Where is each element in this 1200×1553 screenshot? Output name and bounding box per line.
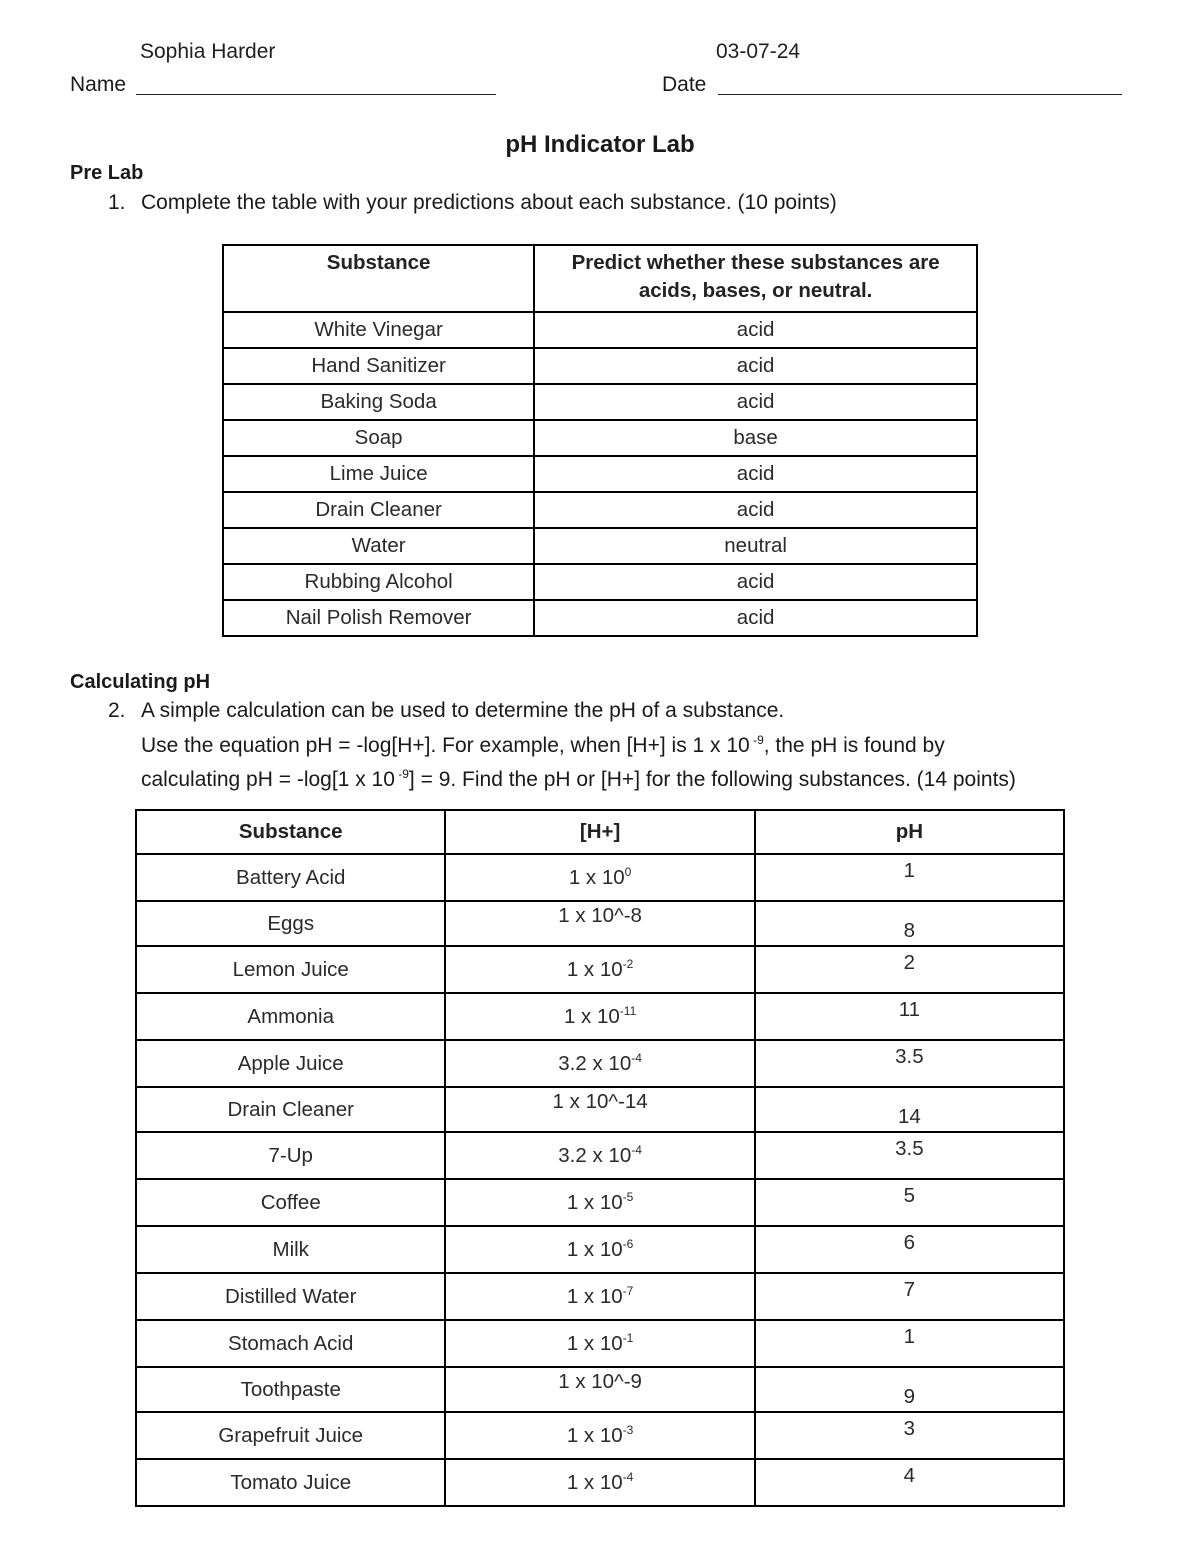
substance-cell: Coffee bbox=[136, 1179, 445, 1226]
h-concentration-cell[interactable]: 1 x $10^{-6}$ bbox=[445, 1226, 754, 1273]
table-row bbox=[136, 1087, 1064, 1132]
h-concentration-cell[interactable]: 1 x $10^{-2}$ bbox=[445, 946, 754, 993]
prediction-cell[interactable]: acid bbox=[534, 600, 977, 636]
table-row bbox=[136, 854, 1064, 901]
substance-cell: Hand Sanitizer bbox=[223, 348, 534, 384]
name-underline[interactable] bbox=[136, 94, 496, 95]
h-concentration-cell[interactable]: 1 x $10^{-1}$ bbox=[445, 1320, 754, 1367]
table-row bbox=[136, 1132, 1064, 1179]
table-row bbox=[136, 1320, 1064, 1367]
prediction-cell[interactable]: base bbox=[534, 420, 977, 456]
h-concentration-cell[interactable]: 1 x $10^{-3}$ bbox=[445, 1412, 754, 1459]
prediction-cell[interactable]: acid bbox=[534, 492, 977, 528]
substance-cell: Distilled Water bbox=[136, 1273, 445, 1320]
h-concentration-cell[interactable]: 1 x $10^{-5}$ bbox=[445, 1179, 754, 1226]
question-2-line-1: A simple calculation can be used to determine the pH of a substance. bbox=[141, 699, 785, 722]
exponent: -4 bbox=[622, 1470, 634, 1485]
prediction-cell[interactable]: acid bbox=[534, 312, 977, 348]
page-title: pH Indicator Lab bbox=[505, 131, 695, 158]
h-concentration-cell[interactable]: 1 x 10^-9 bbox=[445, 1367, 754, 1412]
table-row bbox=[223, 600, 977, 636]
ph-cell[interactable]: 9 bbox=[755, 1367, 1064, 1412]
table-row bbox=[223, 456, 977, 492]
exponent: -4 bbox=[631, 1143, 642, 1158]
h-concentration-cell[interactable]: 1 x $10^{-7}$ bbox=[445, 1273, 754, 1320]
prediction-header-line-2: acids, bases, or neutral. bbox=[638, 279, 873, 302]
question-1-number: 1. bbox=[108, 191, 126, 214]
date-underline[interactable] bbox=[718, 94, 1122, 95]
prediction-cell[interactable]: acid bbox=[534, 456, 977, 492]
substance-cell: Stomach Acid bbox=[136, 1320, 445, 1367]
date-value: 03-07-24 bbox=[716, 40, 801, 63]
substance-column-header: Substance bbox=[223, 245, 534, 312]
table-row bbox=[223, 564, 977, 600]
ph-cell[interactable]: 8 bbox=[755, 901, 1064, 946]
ph-cell[interactable]: 1 bbox=[755, 1320, 1064, 1367]
name-label: Name bbox=[70, 73, 127, 96]
substance-cell: Milk bbox=[136, 1226, 445, 1273]
substance-column-header: Substance bbox=[136, 810, 445, 854]
h-concentration-cell[interactable]: 1 x $10^{-11}$ bbox=[445, 993, 754, 1040]
substance-cell: Toothpaste bbox=[136, 1367, 445, 1412]
h-concentration-column-header: [H+] bbox=[445, 810, 754, 854]
prediction-header-line-1: Predict whether these substances are bbox=[571, 251, 940, 274]
substance-cell: Baking Soda bbox=[223, 384, 534, 420]
question-2-number: 2. bbox=[108, 699, 126, 722]
h-concentration-cell[interactable]: 1 x 10^-8 bbox=[445, 901, 754, 946]
ph-column-header: pH bbox=[755, 810, 1064, 854]
table-row bbox=[136, 901, 1064, 946]
h-concentration-cell[interactable]: 1 x 10^-14 bbox=[445, 1087, 754, 1132]
prediction-cell[interactable]: acid bbox=[534, 384, 977, 420]
ph-cell[interactable]: 5 bbox=[755, 1179, 1064, 1226]
substance-cell: Water bbox=[223, 528, 534, 564]
prediction-cell[interactable]: acid bbox=[534, 564, 977, 600]
exponent: -4 bbox=[631, 1051, 642, 1066]
table-row bbox=[136, 1459, 1064, 1506]
ph-cell[interactable]: 1 bbox=[755, 854, 1064, 901]
exponent: -5 bbox=[622, 1190, 634, 1205]
table-row bbox=[136, 1040, 1064, 1087]
substance-cell: Rubbing Alcohol bbox=[223, 564, 534, 600]
ph-cell[interactable]: 3 bbox=[755, 1412, 1064, 1459]
ph-cell[interactable]: 7 bbox=[755, 1273, 1064, 1320]
substance-cell: Ammonia bbox=[136, 993, 445, 1040]
substance-cell: Battery Acid bbox=[136, 854, 445, 901]
substance-cell: Tomato Juice bbox=[136, 1459, 445, 1506]
table-row bbox=[136, 1273, 1064, 1320]
table-row bbox=[223, 384, 977, 420]
table-row bbox=[223, 312, 977, 348]
h-concentration-cell[interactable]: 3.2 x $10^{-4}$ bbox=[445, 1040, 754, 1087]
prediction-table bbox=[222, 244, 978, 637]
question-1-text: Complete the table with your predictions about each substance. (10 points) bbox=[141, 191, 837, 214]
student-name-value: Sophia Harder bbox=[140, 40, 276, 63]
h-concentration-cell[interactable]: 3.2 x $10^{-4}$ bbox=[445, 1132, 754, 1179]
table-row bbox=[223, 420, 977, 456]
substance-cell: Drain Cleaner bbox=[223, 492, 534, 528]
substance-cell: White Vinegar bbox=[223, 312, 534, 348]
table-header-row bbox=[136, 810, 1064, 854]
substance-cell: Lemon Juice bbox=[136, 946, 445, 993]
substance-cell: Drain Cleaner bbox=[136, 1087, 445, 1132]
prediction-cell[interactable]: acid bbox=[534, 348, 977, 384]
table-row bbox=[136, 1226, 1064, 1273]
substance-cell: Lime Juice bbox=[223, 456, 534, 492]
ph-cell[interactable]: 3.5 bbox=[755, 1132, 1064, 1179]
table-row bbox=[136, 1367, 1064, 1412]
table-header-row bbox=[223, 245, 977, 312]
substance-cell: Apple Juice bbox=[136, 1040, 445, 1087]
prediction-column-header bbox=[534, 245, 977, 312]
question-2-text bbox=[141, 697, 1141, 795]
table-row bbox=[223, 528, 977, 564]
date-label: Date bbox=[662, 73, 707, 96]
exponent: -2 bbox=[622, 957, 634, 972]
exponent: -11 bbox=[619, 1004, 637, 1019]
ph-cell[interactable]: 3.5 bbox=[755, 1040, 1064, 1087]
exponent: -1 bbox=[622, 1331, 634, 1346]
table-row bbox=[136, 993, 1064, 1040]
ph-cell[interactable]: 6 bbox=[755, 1226, 1064, 1273]
ph-calculation-table bbox=[135, 809, 1065, 1507]
prediction-cell[interactable]: neutral bbox=[534, 528, 977, 564]
table-row bbox=[136, 946, 1064, 993]
substance-cell: 7-Up bbox=[136, 1132, 445, 1179]
table-row bbox=[136, 1412, 1064, 1459]
ph-cell[interactable]: 14 bbox=[755, 1087, 1064, 1132]
pre-lab-heading: Pre Lab bbox=[70, 162, 144, 184]
exponent: -7 bbox=[622, 1284, 634, 1299]
exponent: -3 bbox=[622, 1423, 634, 1438]
substance-cell: Grapefruit Juice bbox=[136, 1412, 445, 1459]
table-row bbox=[223, 348, 977, 384]
ph-cell[interactable]: 11 bbox=[755, 993, 1064, 1040]
table-row bbox=[136, 1179, 1064, 1226]
exponent: -6 bbox=[622, 1237, 634, 1252]
table-row bbox=[223, 492, 977, 528]
h-concentration-cell[interactable]: 1 x $10^{-4}$ bbox=[445, 1459, 754, 1506]
question-2-line-3: calculating pH = -log[1 x 10 $^{-9}$] = 9. Find the pH or [H+] for the following substances. (14 points) bbox=[141, 767, 1016, 791]
substance-cell: Nail Polish Remover bbox=[223, 600, 534, 636]
exponent: 0 bbox=[624, 865, 632, 880]
question-2-line-2: Use the equation pH = -log[H+]. For example, when [H+] is 1 x 10 $^{-9}$, the pH is found by bbox=[141, 732, 945, 757]
calculating-ph-heading: Calculating pH bbox=[70, 671, 211, 693]
ph-cell[interactable]: 2 bbox=[755, 946, 1064, 993]
h-concentration-cell[interactable]: 1 x $10^0$ bbox=[445, 854, 754, 901]
substance-cell: Eggs bbox=[136, 901, 445, 946]
ph-cell[interactable]: 4 bbox=[755, 1459, 1064, 1506]
substance-cell: Soap bbox=[223, 420, 534, 456]
